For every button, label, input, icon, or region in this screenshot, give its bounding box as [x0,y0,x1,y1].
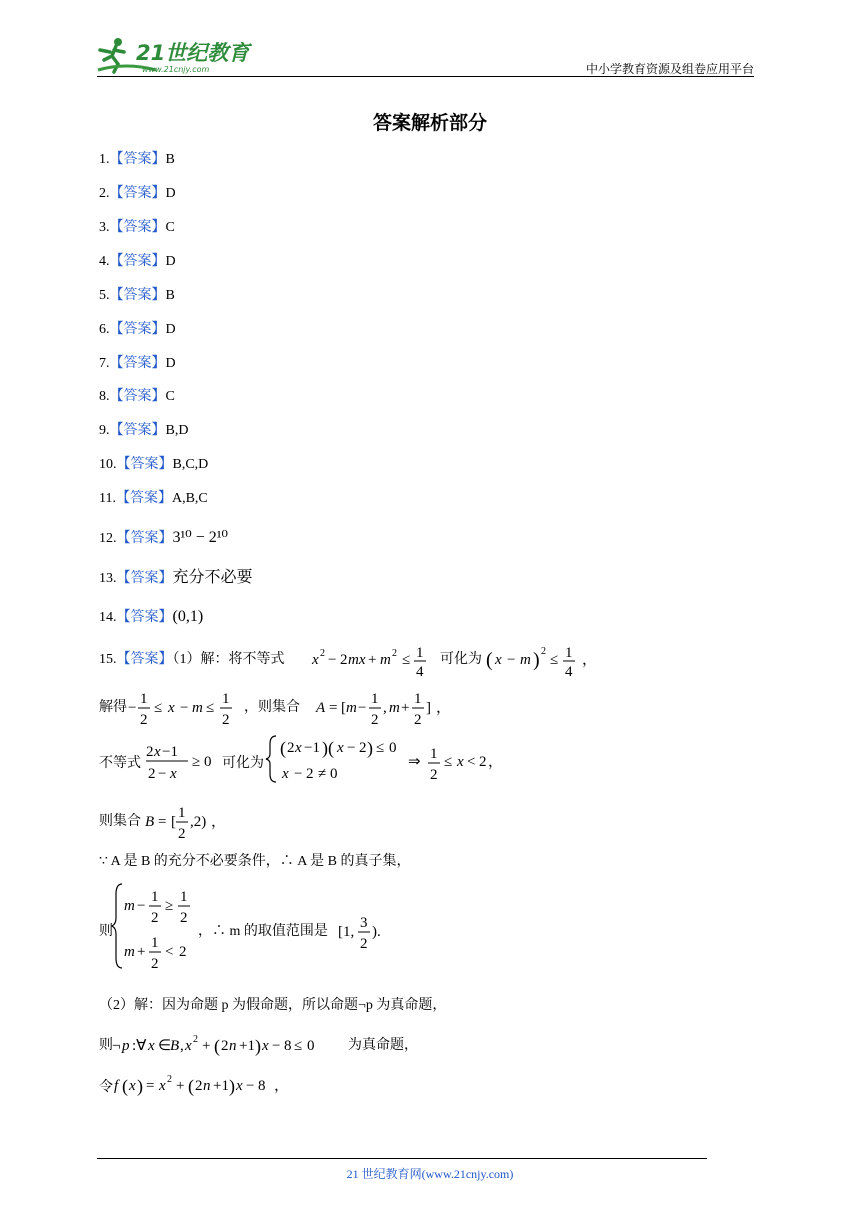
svg-text:1: 1 [371,691,379,707]
svg-text:−: − [158,766,167,782]
svg-text:x: x [148,1038,155,1054]
svg-text:m: m [346,700,357,716]
svg-text:2: 2 [306,766,314,782]
svg-text:8: 8 [258,1078,266,1094]
q15-line4-prefix: 则集合 [99,814,141,829]
svg-text:1: 1 [565,645,573,661]
math-system-2 [112,880,202,972]
svg-text:2: 2 [179,944,187,960]
answer-row [99,607,203,628]
svg-text:2: 2 [146,744,154,760]
answer-number: 6. [99,322,110,337]
svg-text:2: 2 [151,910,159,926]
svg-text:1: 1 [222,691,230,707]
svg-text:，: ， [488,754,504,770]
q15-part2-line2-suffix: 为真命题， [348,1038,418,1053]
math-range-m [338,906,398,952]
answer-tag: 【答案】 [109,288,166,303]
svg-text:2: 2 [287,740,295,756]
svg-text:=: = [329,700,338,716]
svg-text:2: 2 [320,648,325,659]
svg-text:n: n [203,1078,211,1094]
svg-text:2: 2 [151,956,159,972]
q15-line3-prefix: 不等式 [99,756,141,771]
svg-text:<: < [165,944,174,960]
svg-text:[: [ [341,700,346,716]
svg-text:2: 2 [340,652,348,668]
footer-divider [97,1158,707,1159]
svg-text:1: 1 [416,645,424,661]
svg-text:A: A [316,700,326,716]
answer-row [99,528,228,549]
svg-text:1: 1 [140,691,148,707]
svg-text:−1: −1 [162,744,178,760]
svg-text:1: 1 [430,746,438,762]
svg-text:f: f [114,1078,119,1094]
svg-text:x: x [168,700,175,716]
answer-tag: 【答案】 [116,652,173,667]
answer-row [99,387,175,407]
q15-line5: ∵ A 是 B 的充分不必要条件，∴ A 是 B 的真子集， [99,854,411,869]
svg-text:2: 2 [222,712,230,728]
answer-value: D [165,186,176,201]
svg-text:=: = [146,1078,155,1094]
q15-line6-prefix: 则 [99,924,113,939]
answer-number: 1. [99,152,110,167]
svg-text:1: 1 [414,691,422,707]
svg-text:2: 2 [195,1078,203,1094]
svg-text:m: m [124,944,135,960]
answer-value: B,C,D [172,457,209,472]
svg-text:−: − [358,700,367,716]
answer-number: 11. [99,491,116,506]
svg-text:m: m [380,652,391,668]
svg-text:+: + [137,944,146,960]
svg-text:∈: ∈ [158,1038,172,1054]
answer-row [99,489,208,509]
answer-row [99,218,175,238]
answer-tag: 【答案】 [116,457,173,472]
svg-text:，: ， [582,652,598,668]
svg-text:(: ( [280,738,286,758]
math-negation-p [112,1028,344,1060]
answer-tag: 【答案】 [109,152,166,167]
svg-text:2: 2 [221,1038,229,1054]
svg-text:2: 2 [140,712,148,728]
svg-text:x: x [170,766,177,782]
svg-text:0: 0 [330,766,338,782]
footer-site-link[interactable]: 21 世纪教育网(www.21cnjy.com) [346,1167,514,1181]
answer-value: D [165,356,176,371]
answer-tag: 【答案】 [109,423,166,438]
header-divider [97,76,754,77]
answer-tag: 【答案】 [116,610,173,625]
svg-text:x: x [312,652,319,668]
svg-text:p: p [122,1038,130,1054]
svg-text:≤: ≤ [206,700,215,716]
answer-tag: 【答案】 [116,531,173,546]
page-title: 答案解析部分 [372,112,487,134]
svg-text:−: − [246,1078,255,1094]
svg-text:[1,: [1, [338,924,355,940]
svg-text:(: ( [188,1076,194,1096]
answer-row [99,184,176,204]
svg-text:x: x [236,1078,243,1094]
answer-value: B,D [165,423,189,438]
svg-text:4: 4 [565,664,573,680]
svg-text:≤: ≤ [444,754,453,770]
svg-text:2: 2 [392,648,397,659]
q15-part2-line2-prefix: 则 [99,1038,113,1053]
svg-text:2: 2 [479,754,487,770]
answer-value: (0,1) [172,608,204,625]
answer-value: A,B,C [171,491,208,506]
svg-text:): ) [533,649,540,671]
svg-text:2: 2 [180,910,188,926]
math-set-B [145,796,245,842]
svg-text:mx: mx [348,652,366,668]
answer-value: D [165,254,176,269]
svg-text:2: 2 [193,1034,198,1045]
svg-text:≤: ≤ [550,652,559,668]
svg-text:B: B [145,814,155,830]
q15-part2-line3-prefix: 令 [99,1080,113,1095]
svg-text:m: m [124,898,135,914]
svg-text:8: 8 [284,1038,292,1054]
math-inequality-2 [486,640,596,680]
svg-text:2: 2 [167,1074,172,1085]
math-inequality-1 [308,640,428,680]
answer-row [99,421,188,441]
svg-text:).: ). [372,924,381,940]
q15-part2-line1: （2）解：因为命题 p 为假命题，所以命题¬p 为真命题， [99,998,447,1013]
math-solution-range [128,684,248,728]
answer-value: D [165,322,176,337]
svg-text:1: 1 [151,889,159,905]
svg-text:): ) [229,1076,235,1096]
answer-row [99,252,176,272]
q15-number: 15. [99,652,117,667]
svg-text:): ) [137,1076,143,1096]
answer-number: 2. [99,186,110,201]
svg-text:): ) [367,738,373,758]
answer-number: 7. [99,356,110,371]
svg-text:]: ] [426,700,431,716]
answer-tag: 【答案】 [109,356,166,371]
answer-tag: 【答案】 [109,220,166,235]
answer-value: 充分不必要 [172,569,253,586]
svg-text:2: 2 [430,767,438,783]
svg-text:+1: +1 [239,1038,255,1054]
svg-text:3: 3 [360,915,368,931]
svg-text:≤: ≤ [154,700,163,716]
svg-text:，: ， [436,700,452,716]
answer-tag: 【答案】 [115,491,172,506]
answer-number: 12. [99,531,117,546]
svg-text:(: ( [486,649,493,671]
answer-row [99,568,253,589]
svg-text:x: x [262,1038,269,1054]
answer-value: B [165,288,175,303]
answer-value: B [165,152,175,167]
svg-text:−: − [180,700,189,716]
svg-text:≥: ≥ [192,754,201,770]
svg-text:+: + [202,1038,211,1054]
svg-text:x: x [295,740,302,756]
math-set-A [316,684,452,728]
svg-text:x: x [129,1078,136,1094]
svg-text:m: m [389,700,400,716]
math-system-1 [266,732,506,786]
math-function-f [114,1068,314,1100]
q15-line3-mid: 可化为 [222,756,264,771]
answer-number: 13. [99,571,117,586]
svg-text:x: x [495,652,502,668]
svg-text:+: + [176,1078,185,1094]
answer-row [99,320,176,340]
svg-text:x: x [337,740,344,756]
svg-text:−: − [507,652,516,668]
svg-text:2: 2 [360,936,368,952]
svg-text:−: − [128,700,137,716]
svg-text:x: x [457,754,464,770]
svg-text:x: x [159,1078,166,1094]
svg-text:2: 2 [541,646,546,657]
svg-text:2: 2 [414,712,422,728]
svg-text:2: 2 [178,826,186,842]
q15-line1-prefix: （1）解：将不等式 [172,652,285,667]
svg-text:m: m [192,700,203,716]
svg-text:m: m [520,652,531,668]
answer-row [99,286,175,306]
q15-line2-mid: ，则集合 [244,700,300,715]
svg-text:2: 2 [371,712,379,728]
svg-text:−: − [294,766,303,782]
svg-text:,: , [180,1038,184,1054]
svg-text:−: − [347,740,356,756]
q15-line1 [99,650,285,670]
svg-text:x: x [282,766,289,782]
svg-text:n: n [229,1038,237,1054]
answer-tag: 【答案】 [109,186,166,201]
svg-text:(: ( [122,1076,128,1096]
q15-line6-mid: ，∴ m 的取值范围是 [198,924,328,939]
svg-text:0: 0 [307,1038,315,1054]
svg-text:,: , [383,700,387,716]
answer-tag: 【答案】 [109,322,166,337]
svg-text:=: = [158,814,167,830]
svg-text:≤: ≤ [376,740,385,756]
svg-text:2: 2 [148,766,156,782]
logo-runner-icon [96,34,266,76]
svg-text:⇒: ⇒ [408,754,421,770]
svg-text:0: 0 [204,754,212,770]
svg-text:B: B [170,1038,180,1054]
answer-row [99,455,208,475]
svg-text:,2): ,2) [190,814,207,830]
answer-value: C [165,220,175,235]
svg-text:<: < [467,754,476,770]
svg-text:，: ， [274,1078,290,1094]
svg-text:x: x [154,744,161,760]
svg-text:+1: +1 [213,1078,229,1094]
answer-tag: 【答案】 [109,389,166,404]
answer-value: 3¹⁰ − 2¹⁰ [172,529,228,546]
svg-text:，: ， [211,814,227,830]
svg-text:1: 1 [178,805,186,821]
svg-text:+: + [401,700,410,716]
svg-text:≤: ≤ [294,1038,303,1054]
answer-tag: 【答案】 [116,571,173,586]
answer-number: 9. [99,423,110,438]
logo-url: www.21cnjy.com [142,65,210,74]
svg-text:−: − [137,898,146,914]
svg-text:1: 1 [151,935,159,951]
answer-tag: 【答案】 [109,254,166,269]
svg-text:(: ( [214,1036,220,1056]
answer-number: 14. [99,610,117,625]
answer-row [99,150,175,170]
svg-text:−: − [272,1038,281,1054]
svg-text:[: [ [171,814,176,830]
svg-text:≥: ≥ [165,898,174,914]
svg-text:≠: ≠ [318,766,327,782]
answer-number: 8. [99,389,110,404]
answer-number: 4. [99,254,110,269]
svg-text:≤: ≤ [402,652,411,668]
svg-text:+: + [368,652,377,668]
answer-number: 3. [99,220,110,235]
svg-text:): ) [255,1036,261,1056]
answer-number: 5. [99,288,110,303]
svg-text:¬: ¬ [112,1038,121,1054]
answer-number: 10. [99,457,117,472]
q15-line2-prefix: 解得 [99,700,127,715]
svg-text:−: − [328,652,337,668]
svg-text:4: 4 [416,664,424,680]
svg-text::∀: :∀ [132,1038,147,1054]
svg-text:1: 1 [180,889,188,905]
svg-text:2: 2 [359,740,367,756]
math-fraction-inequality [146,738,218,784]
svg-text:−1: −1 [304,740,320,756]
logo [96,34,266,76]
svg-text:0: 0 [389,740,397,756]
logo-text: 21世纪教育 [136,41,250,65]
answer-value: C [165,389,175,404]
q15-line1-mid: 可化为 [440,652,482,667]
svg-text:x: x [185,1038,192,1054]
header-platform-text: 中小学教育资源及组卷应用平台 [585,62,754,76]
answer-row [99,354,176,374]
svg-text:)(: )( [322,738,334,758]
